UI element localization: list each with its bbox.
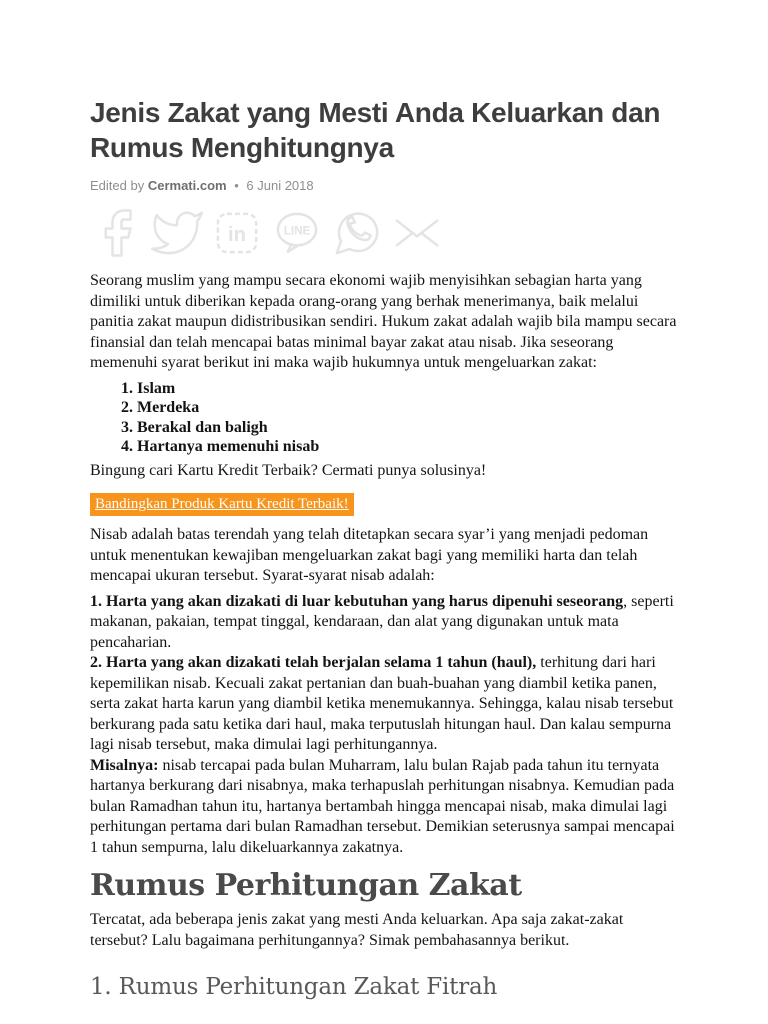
conditions-block: [90, 592, 680, 859]
section-intro-paragraph: Tercatat, ada beberapa jenis zakat yang mesti Anda keluarkan. Apa saja zakat-zakat tersebut? Lalu bagaimana perhitungannya? Simak pembahasannya berikut.: [90, 911, 624, 949]
linkedin-icon[interactable]: [210, 206, 264, 260]
article-content: [90, 0, 680, 1002]
share-icons-row: [90, 206, 680, 260]
byline-separator: •: [234, 178, 239, 193]
requirement-item: 3. Berakal dan baligh: [121, 418, 268, 436]
intro-paragraph: Seorang muslim yang mampu secara ekonomi wajib menyisihkan sebagian harta yang dimiliki untuk diberikan kepada orang-orang yang berhak menerimanya, baik melalui panitia zakat maupun didistribusikan sendiri. Hukum zakat adalah wajib bila mampu secara finansial dan telah mencapai batas minimal bayar zakat atau nisab. Jika seseorang memenuhi syarat berikut ini maka wajib hukumnya untuk mengeluarkan zakat:: [90, 272, 677, 371]
cta-link-container: [90, 493, 680, 516]
twitter-icon[interactable]: [150, 206, 204, 260]
svg-text:LINE: LINE: [283, 224, 311, 238]
condition-lead: 2. Harta yang akan dizakati telah berjalan selama 1 tahun (haul),: [90, 654, 537, 671]
condition-body: , seperti makanan, pakaian, tempat tinggal, kendaraan, dan alat yang digunakan untuk mata pencaharian.: [90, 592, 674, 651]
condition-paragraph: [90, 756, 680, 859]
requirement-item: 2. Merdeka: [121, 399, 200, 416]
byline-date: 6 Juni 2018: [246, 178, 314, 193]
requirements-list: [121, 379, 680, 457]
email-icon[interactable]: [390, 206, 444, 260]
section-heading: Rumus Perhitungan Zakat: [90, 868, 522, 903]
page-title: Jenis Zakat yang Mesti Anda Keluarkan dan Rumus Menghitungnya: [90, 97, 661, 163]
condition-body: nisab tercapai pada bulan Muharram, lalu bulan Rajab pada tahun itu ternyata hartanya berkurang dari nisabnya, maka terhapuslah perhitungan nisabnya. Kemudian pada bulan Ramadhan tahun itu, hartanya bertambah hingga mencapai nisab, maka dimulai lagi perhitungan pertama dari bulan Ramadhan tersebut. Demikian seterusnya sampai mencapai 1 tahun sempurna, lalu dikeluarkannya zakatnya.: [90, 756, 675, 856]
facebook-icon[interactable]: [90, 206, 144, 260]
compare-credit-card-link[interactable]: Bandingkan Produk Kartu Kredit Terbaik!: [90, 493, 354, 516]
svg-text:in: in: [228, 223, 246, 246]
line-icon[interactable]: [270, 206, 324, 260]
condition-lead: 1. Harta yang akan dizakati di luar kebutuhan yang harus dipenuhi seseorang: [90, 592, 624, 610]
whatsapp-icon[interactable]: [330, 206, 384, 260]
condition-lead: Misalnya:: [90, 756, 159, 774]
byline-prefix: Edited by: [90, 178, 145, 193]
nisab-paragraph: Nisab adalah batas terendah yang telah ditetapkan secara syar’i yang menjadi pedoman untuk menentukan kewajiban mengeluarkan zakat bagi yang memiliki harta dan telah mencapai ukuran tersebut. Syarat-syarat nisab adalah:: [90, 526, 649, 584]
cta-question: Bingung cari Kartu Kredit Terbaik? Cermati punya solusinya!: [90, 461, 487, 479]
subsection-heading: 1. Rumus Perhitungan Zakat Fitrah: [90, 974, 498, 1000]
condition-paragraph: [90, 592, 680, 654]
condition-paragraph: [90, 653, 680, 756]
byline: [90, 178, 680, 193]
requirement-item: 4. Hartanya memenuhi nisab: [121, 438, 320, 455]
condition-body: terhitung dari hari kepemilikan nisab. Kecuali zakat pertanian dan buah-buahan yang diambil ketika panen, serta zakat harta karun yang diambil ketika menemukannya. Sehingga, kalau nisab tersebut berkurang pada satu ketika dari haul, maka terputuslah hitungan haul. Dan kalau sempurna lagi nisab tersebut, maka dimulai lagi perhitungannya.: [90, 654, 674, 753]
requirement-item: 1. Islam: [121, 379, 176, 397]
byline-author: Cermati.com: [147, 178, 227, 193]
